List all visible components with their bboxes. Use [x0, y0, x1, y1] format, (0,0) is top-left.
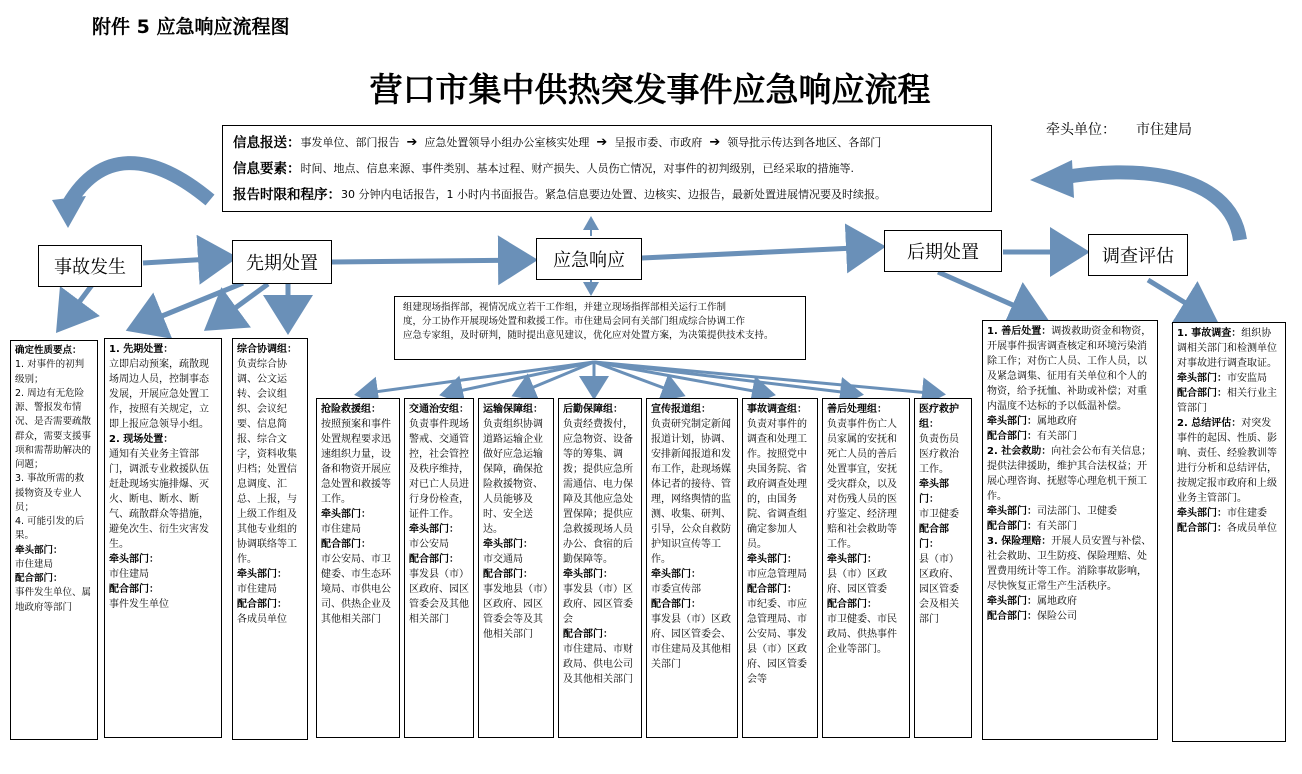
post-l2: 牵头部门： — [987, 506, 1037, 517]
column-initial — [104, 338, 222, 738]
info-report-step-4: 领导批示传达到各地区、各部门 — [727, 136, 882, 150]
column-logistics-head: 后勤保障组： — [563, 404, 623, 415]
column-publicity — [646, 398, 738, 738]
column-medical — [914, 398, 972, 738]
column-initial-lead-label: 牵头部门： — [109, 554, 159, 565]
arrow-right-icon: ➔ — [596, 135, 608, 151]
column-identify-lead: 市住建局 — [15, 558, 54, 570]
arrow-initial-response — [332, 260, 528, 262]
column-aftermath-lead: 县（市）区政府、园区管委 — [827, 569, 887, 595]
post-b3: 开展人员安置与补偿、社会救助、卫生防疫、保险理赔、处置费用统计等工作。消除事故影响，尽快恢复正常生产生活秩序。 — [987, 536, 1152, 592]
page-title: 营口市集中供热突发事件应急响应流程 — [369, 70, 931, 109]
column-rescue-lead-label: 牵头部门： — [321, 509, 371, 520]
lead-unit-label: 牵头单位： — [1046, 122, 1116, 138]
column-aftermath-coop: 市卫健委、市民政局、供热事件企业等部门。 — [827, 614, 897, 655]
column-investigation — [742, 398, 818, 738]
eval-l1: 牵头部门： — [1177, 373, 1227, 384]
column-aftermath-lead-label: 牵头部门： — [827, 554, 877, 565]
column-rescue-head: 抢险救援组： — [321, 404, 381, 415]
column-initial-head-2: 2. 现场处置： — [109, 434, 174, 445]
column-initial-head: 1. 先期处置： — [109, 344, 174, 355]
lead-unit-value: 市住建局 — [1136, 122, 1192, 138]
column-rescue-lead: 市住建局 — [321, 524, 361, 535]
column-transport-head: 运输保障组： — [483, 404, 543, 415]
column-transport — [478, 398, 554, 738]
column-coord-coop-label: 配合部门： — [237, 599, 287, 610]
info-report-step-1: 事发单位、部门报告 — [300, 136, 400, 150]
stage-response: 应急响应 — [536, 238, 642, 280]
eval-b1: 组织协调相关部门和检测单位对事故进行调查取证。 — [1177, 328, 1277, 369]
post-w2: 有关部门 — [1037, 521, 1077, 532]
post-w1: 有关部门 — [1037, 431, 1077, 442]
column-postdisposal — [982, 320, 1158, 740]
column-logistics-lead-label: 牵头部门： — [563, 569, 613, 580]
curved-arrow-right — [1060, 172, 1240, 240]
column-initial-coop: 事件发生单位 — [109, 599, 169, 610]
post-c2: 配合部门： — [987, 521, 1037, 532]
column-identify-head: 确定性质要点： — [15, 345, 82, 356]
column-evaluation — [1172, 322, 1286, 742]
eval-w2: 各成员单位 — [1227, 523, 1277, 534]
column-medical-coop: 县（市）区政府、园区管委会及相关部门 — [919, 554, 959, 625]
column-logistics-coop: 市住建局、市财政局、供电公司及其他相关部门 — [563, 644, 633, 685]
column-traffic-coop: 事发县（市）区政府、园区管委会及其他相关部门 — [409, 569, 469, 625]
arrow-initial-identify — [135, 283, 243, 327]
column-aftermath-coop-label: 配合部门： — [827, 599, 877, 610]
column-traffic-lead: 市公安局 — [409, 539, 449, 550]
info-deadline-label: 报告时限和程序： — [233, 186, 341, 203]
mid-note-line-1: 组建现场指挥部，视情况成立若干工作组，并建立现场指挥部相关运行工作制 — [403, 302, 727, 313]
annex-title: 附件 5 应急响应流程图 — [92, 16, 290, 38]
column-traffic-lead-label: 牵头部门： — [409, 524, 459, 535]
column-initial-body: 立即启动预案，疏散现场周边人员，控制事态发展，开展应急处置工作，按照有关规定，立即上报应急领导小组。 — [109, 359, 209, 430]
post-v3: 属地政府 — [1037, 596, 1077, 607]
column-aftermath — [822, 398, 910, 738]
mid-note — [394, 296, 806, 360]
mid-note-line-2: 度，分工协作开展现场处置和救援工作。市住建局会同有关部门组成综合协调工作 — [403, 315, 746, 327]
column-transport-body: 负责组织协调道路运输企业做好应急运输保障，确保抢险救援物资、人员能够及时、安全送达。 — [483, 419, 543, 535]
info-deadline-row — [233, 182, 981, 208]
column-investigation-head: 事故调查组： — [747, 404, 807, 415]
info-elements-label: 信息要素： — [233, 160, 301, 177]
column-investigation-body: 负责对事件的调查和处理工作。按照党中央国务院、省政府调查处理的，由国务院、省调查组确定参加人员。 — [747, 419, 807, 550]
eval-c2: 配合部门： — [1177, 523, 1227, 534]
column-initial-lead: 市住建局 — [109, 569, 149, 580]
column-coord-lead: 市住建局 — [237, 584, 277, 595]
column-coord-lead-label: 牵头部门： — [237, 569, 287, 580]
column-medical-coop-label: 配合部门： — [919, 524, 949, 550]
column-logistics-body: 负责经费拨付，应急物资、设备等的筹集、调拨；提供应急所需通信、电力保障及其他应急处置保障；提供应急救援现场人员办公、食宿的后勤保障等。 — [563, 419, 633, 565]
mid-note-line-3: 应急专家组，及时研判，随时提出意见建议，优化应对处置方案，为决策提供技术支持。 — [403, 329, 774, 341]
column-identify-body: 1. 对事件的初判级别； 2. 周边有无危险源、警报发布情况、是否需要疏散群众，需要支援事项和需帮助解决的问题； 3. 事故所需的救援物资及专业人员； 4. 可能引发的后果。 — [15, 359, 92, 542]
post-c1: 配合部门： — [987, 431, 1037, 442]
eval-v1: 市安监局 — [1227, 373, 1267, 384]
column-medical-head: 医疗救护组： — [919, 404, 959, 430]
stage-accident: 事故发生 — [38, 245, 142, 287]
column-investigation-coop: 市纪委、市应急管理局、市公安局、事发县（市）区政府、园区管委会等 — [747, 599, 807, 685]
post-h2: 2. 社会救助： — [987, 446, 1052, 457]
info-report-row — [233, 130, 981, 156]
column-publicity-coop-label: 配合部门： — [651, 599, 701, 610]
post-b1: 调拨救助资金和物资，开展事件损害调查核定和环境污染消除工作；对伤亡人员、工作人员，以及紧急调集、征用有关单位和个人的物资，给予抚恤、补助或补偿；对重内温度不达标的予以低温补偿。 — [987, 326, 1152, 412]
column-traffic-body: 负责事件现场警戒、交通管控，社会管控及秩序维持，对已亡人员进行身份检查，证件工作。 — [409, 419, 469, 520]
eval-w1: 相关行业主管部门 — [1177, 388, 1277, 414]
column-transport-coop: 事发地县（市）区政府、园区管委会等及其他相关部门 — [483, 584, 548, 640]
info-report-label: 信息报送： — [233, 134, 301, 151]
stage-investigate: 调查评估 — [1088, 234, 1188, 276]
eval-h1: 1. 事故调查： — [1177, 328, 1242, 339]
column-identify-coop-label: 配合部门： — [15, 573, 63, 584]
eval-v2: 市住建委 — [1227, 508, 1267, 519]
column-aftermath-head: 善后处理组： — [827, 404, 887, 415]
column-publicity-coop: 事发县（市）区政府、园区管委会、市住建局及其他相关部门 — [651, 614, 731, 670]
column-transport-lead: 市交通局 — [483, 554, 523, 565]
column-identify-coop: 事件发生单位、属地政府等部门 — [15, 587, 92, 613]
column-investigation-lead: 市应急管理局 — [747, 569, 807, 580]
column-rescue-body: 按照预案和事件处置规程要求迅速组织力量，设备和物资开展应急处置和救援等工作。 — [321, 419, 391, 505]
post-h3: 3. 保险理赔： — [987, 536, 1052, 547]
curved-arrow-left — [68, 163, 210, 205]
column-traffic-coop-label: 配合部门： — [409, 554, 459, 565]
column-rescue-coop: 市公安局、市卫健委、市生态环境局、市供电公司、供热企业及其他相关部门 — [321, 554, 391, 625]
post-l1: 牵头部门： — [987, 416, 1037, 427]
arrow-response-post — [642, 247, 876, 258]
column-medical-lead: 市卫健委 — [919, 509, 959, 520]
post-b2: 向社会公布有关信息；提供法律援助，维护其合法权益；开展心理咨询、抚慰等心理危机干预工作。 — [987, 446, 1152, 502]
column-medical-body: 负责伤员医疗救治工作。 — [919, 434, 959, 475]
arrow-investigate-down — [1148, 280, 1210, 318]
info-deadline-text: 30 分钟内电话报告，1 小时内书面报告。紧急信息要边处置、边核实、边报告，最新处置进展情况要及时续报。 — [341, 188, 886, 202]
column-logistics — [558, 398, 642, 738]
column-initial-body-2: 通知有关业务主管部门，调派专业救援队伍赶赴现场实施排爆、灭火、断电、断水、断气、疏散群众等措施，避免次生、衍生灾害发生。 — [109, 449, 209, 550]
post-v1: 属地政府 — [1037, 416, 1077, 427]
column-logistics-coop-label: 配合部门： — [563, 629, 613, 640]
info-elements-row — [233, 156, 981, 182]
column-traffic — [404, 398, 474, 738]
column-coord-body: 负责综合协调、公文运转、会议组织、会议纪要、信息简报、综合文字，资料收集归档；处置信息调度、汇总、上报，与上级工作组及其他专业组的协调联络等工作。 — [237, 359, 297, 565]
stage-initial: 先期处置 — [232, 240, 332, 284]
column-transport-lead-label: 牵头部门： — [483, 539, 533, 550]
post-w3: 保险公司 — [1037, 611, 1077, 622]
post-v2: 司法部门、卫健委 — [1037, 506, 1117, 517]
column-aftermath-body: 负责事件伤亡人员家属的安抚和死亡人员的善后处置事宜，安抚受灾群众，以及对伤残人员的医疗鉴定、经济理赔和社会救助等工作。 — [827, 419, 897, 550]
arrow-post-left — [938, 272, 1040, 317]
eval-b2: 对突发事件的起因、性质、影响、责任、经验教训等进行分析和总结评估，按规定报市政府和上级业务主管部门。 — [1177, 418, 1277, 504]
column-medical-lead-label: 牵头部门： — [919, 479, 949, 505]
arrow-accident-initial — [143, 258, 228, 263]
info-box — [222, 125, 992, 212]
post-l3: 牵头部门： — [987, 596, 1037, 607]
info-report-step-3: 呈报市委、市政府 — [614, 136, 703, 150]
curved-arrow-left-head — [52, 196, 86, 228]
column-identify-lead-label: 牵头部门： — [15, 544, 63, 556]
arrow-accident-down — [62, 285, 92, 325]
column-traffic-head: 交通治安组： — [409, 404, 469, 415]
column-publicity-body: 负责研究制定新闻报道计划，协调、安排新闻报道和发布工作，赴现场媒体记者的接待、管理，网络舆情的监测、收集、研判、引导，公众自救防护知识宣传等工作。 — [651, 419, 731, 565]
column-investigation-lead-label: 牵头部门： — [747, 554, 797, 565]
column-rescue — [316, 398, 400, 738]
column-publicity-lead: 市委宣传部 — [651, 584, 701, 595]
arrow-right-icon: ➔ — [709, 135, 721, 151]
column-logistics-lead: 事发县（市）区政府、园区管委会 — [563, 584, 633, 625]
info-report-step-2: 应急处置领导小组办公室核实处理 — [424, 136, 590, 150]
eval-c1: 配合部门： — [1177, 388, 1227, 399]
post-h1: 1. 善后处置： — [987, 326, 1052, 337]
column-investigation-coop-label: 配合部门： — [747, 584, 797, 595]
column-initial-coop-label: 配合部门： — [109, 584, 159, 595]
column-transport-coop-label: 配合部门： — [483, 569, 533, 580]
column-coord — [232, 338, 308, 740]
eval-l2: 牵头部门： — [1177, 508, 1227, 519]
curved-arrow-right-head — [1030, 160, 1074, 198]
column-coord-head: 综合协调组： — [237, 344, 297, 355]
lead-unit — [1046, 119, 1192, 139]
column-publicity-head: 宣传报道组： — [651, 404, 711, 415]
info-elements-text: 时间、地点、信息来源、事件类别、基本过程、财产损失、人员伤亡情况，对事件的初判级别，已经采取的措施等. — [300, 162, 854, 176]
column-rescue-coop-label: 配合部门： — [321, 539, 371, 550]
post-c3: 配合部门： — [987, 611, 1037, 622]
stage-post: 后期处置 — [884, 230, 1002, 272]
column-coord-coop: 各成员单位 — [237, 614, 287, 625]
column-identify — [10, 340, 98, 740]
eval-h2: 2. 总结评估： — [1177, 418, 1242, 429]
arrow-right-icon: ➔ — [406, 135, 418, 151]
column-publicity-lead-label: 牵头部门： — [651, 569, 701, 580]
